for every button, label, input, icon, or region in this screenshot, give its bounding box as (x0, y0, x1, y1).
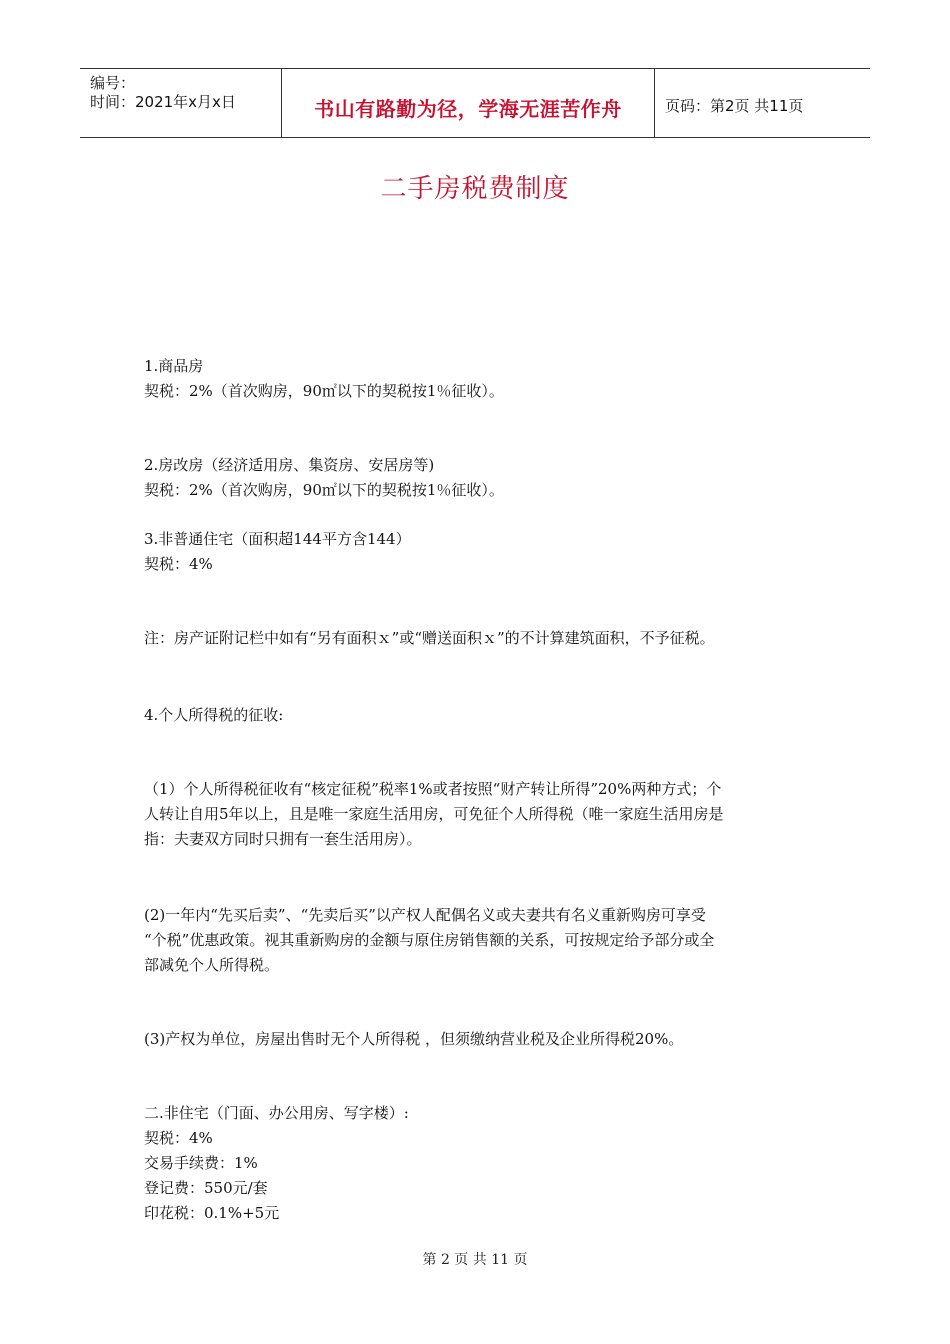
section-5-registration-fee: 登记费：550元/套 (144, 1179, 268, 1197)
section-3-heading: 3.非普通住宅（面积超144平方含144） (144, 530, 411, 548)
section-2-deed-tax: 契税：2%（首次购房，90㎡以下的契税按1％征收）。 (144, 481, 504, 499)
section-3-deed-tax: 契税：4% (144, 555, 213, 573)
section-5-deed-tax: 契税：4% (144, 1129, 213, 1147)
paragraph-2-line-3: 部减免个人所得税。 (144, 956, 280, 974)
paragraph-1-line-1: （1）个人所得税征收有“核定征税”税率1%或者按照“财产转让所得”20%两种方式；个 (144, 780, 722, 798)
header-motto-cell (282, 69, 655, 137)
document-header (80, 68, 870, 138)
header-motto: 书山有路勤为径，学海无涯苦作舟 (314, 97, 622, 121)
page-footer: 第 2 页 共 11 页 (422, 1252, 528, 1268)
section-4-heading: 4.个人所得税的征收: (144, 706, 284, 724)
document-time-label: 时间：2021年x月x日 (90, 93, 236, 111)
section-1-deed-tax: 契税：2%（首次购房，90㎡以下的契税按1％征收）。 (144, 382, 504, 400)
paragraph-2-line-2: “个税”优惠政策。视其重新购房的金额与原住房销售额的关系，可按规定给予部分或全 (144, 931, 715, 949)
paragraph-1-line-2: 人转让自用5年以上，且是唯一家庭生活用房，可免征个人所得税（唯一家庭生活用房是 (144, 805, 724, 823)
header-page-number: 页码：第2页 共11页 (665, 97, 804, 115)
section-5-heading: 二.非住宅（门面、办公用房、写字楼）: (144, 1104, 409, 1122)
section-2-heading: 2.房改房（经济适用房、集资房、安居房等) (144, 456, 435, 474)
paragraph-1-line-3: 指：夫妻双方同时只拥有一套生活用房）。 (144, 830, 422, 848)
note-paragraph: 注：房产证附记栏中如有“另有面积ｘ”或“赠送面积ｘ”的不计算建筑面积，不予征税。 (144, 629, 715, 647)
header-page-cell (655, 69, 870, 137)
paragraph-3: (3)产权为单位，房屋出售时无个人所得税 ，但须缴纳营业税及企业所得税20%。 (144, 1030, 684, 1048)
section-5-stamp-duty: 印花税：0.1%+5元 (144, 1204, 280, 1222)
section-1-heading: 1.商品房 (144, 357, 204, 375)
page-title: 二手房税费制度 (380, 174, 570, 204)
header-info-cell (80, 69, 282, 137)
paragraph-2-line-1: (2)一年内“先买后卖”、“先卖后买”以产权人配偶名义或夫妻共有名义重新购房可享受 (144, 906, 706, 924)
document-number-label: 编号： (90, 74, 136, 92)
section-5-transaction-fee: 交易手续费：1% (144, 1154, 258, 1172)
